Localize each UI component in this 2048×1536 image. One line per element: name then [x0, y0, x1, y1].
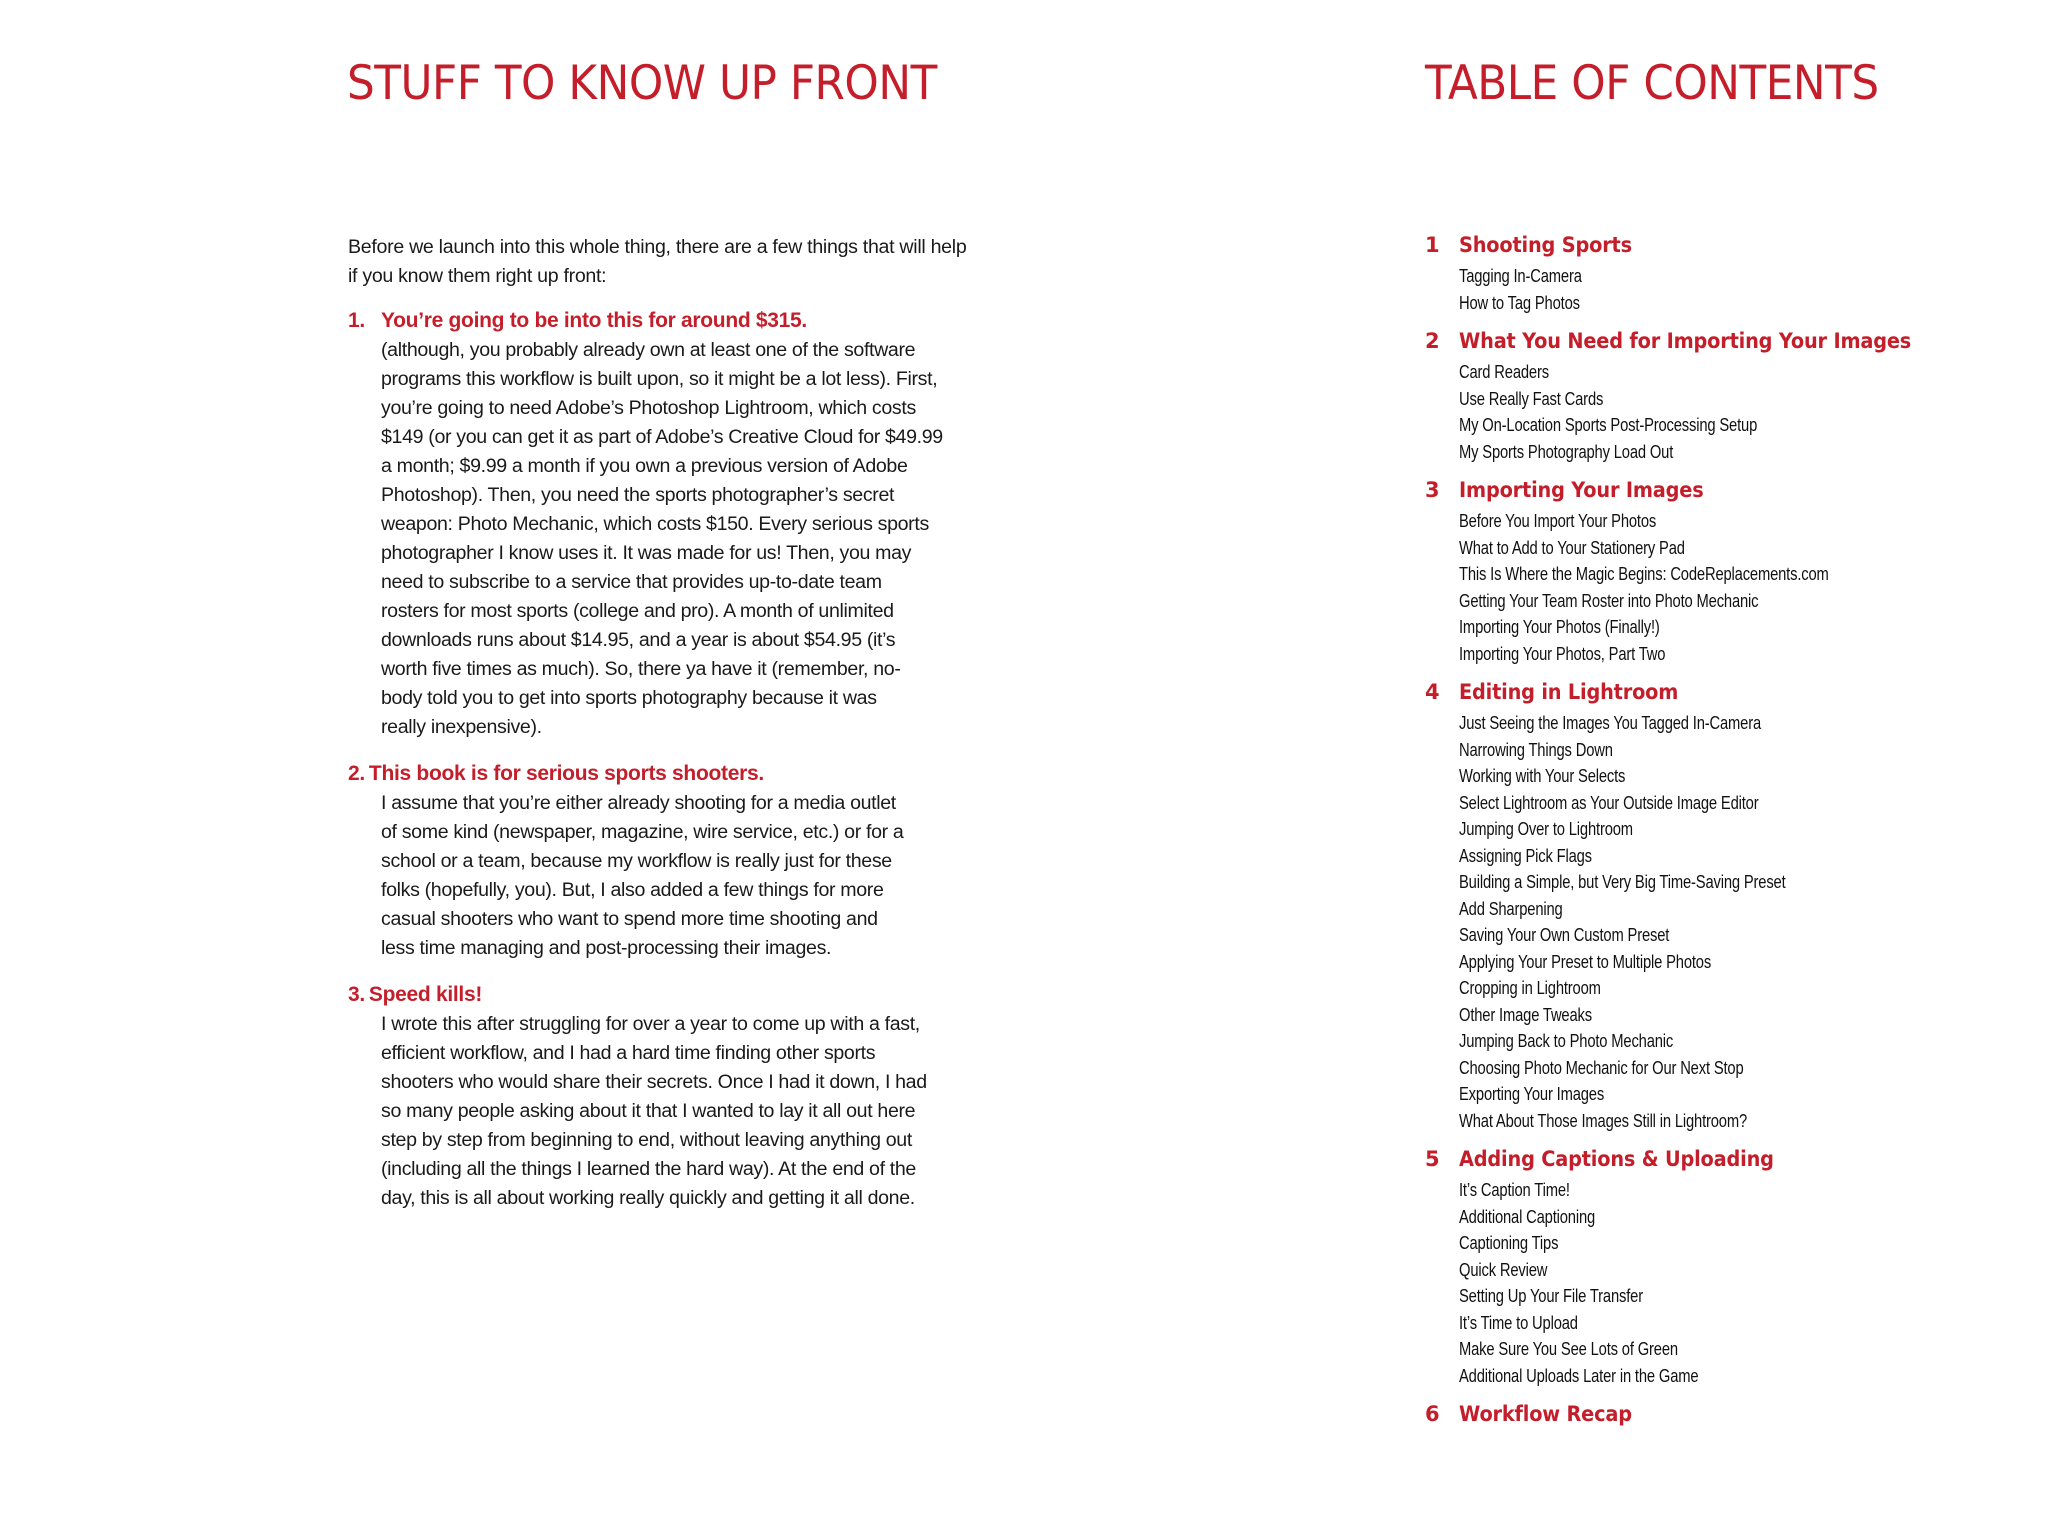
toc-section-list — [1425, 508, 2025, 667]
point-body-line: need to subscribe to a service that provides up-to-date team — [381, 571, 882, 593]
point-heading-text: This book is for serious sports shooters. — [368, 762, 764, 785]
point-body-line: efficient workflow, and I had a hard time finding other sports — [381, 1042, 876, 1064]
point-body-line: I wrote this after struggling for over a year to come up with a fast, — [381, 1013, 920, 1035]
point-body-line: (although, you probably already own at least one of the software — [381, 339, 916, 361]
toc-section-item[interactable]: My On-Location Sports Post-Processing Setup — [1459, 415, 1758, 435]
toc-section-item[interactable]: Assigning Pick Flags — [1459, 845, 1592, 866]
toc-chapter-title[interactable]: Editing in Lightroom — [1459, 680, 1679, 704]
point-number: 3. — [348, 983, 365, 1006]
point-body-line: casual shooters who want to spend more time shooting and — [381, 908, 878, 930]
point-body-line: rosters for most sports (college and pro). A month of unlimited — [381, 600, 894, 622]
page-title-stuff-to-know: STUFF TO KNOW UP FRONT — [347, 56, 937, 111]
point-body-line: $149 (or you can get it as part of Adobe’s Creative Cloud for $49.99 — [381, 426, 943, 448]
toc-chapter-heading[interactable] — [1425, 680, 2025, 710]
point-body-line: Photoshop). Then, you need the sports photographer’s secret — [381, 484, 895, 506]
point-body-line: downloads runs about $14.95, and a year is about $54.95 (it’s — [381, 629, 896, 651]
toc-section-item[interactable]: How to Tag Photos — [1459, 292, 1580, 313]
toc-section-item[interactable]: Choosing Photo Mechanic for Our Next Stop — [1459, 1057, 1744, 1078]
toc-chapter-number: 4 — [1425, 680, 1440, 704]
point-body-line: of some kind (newspaper, magazine, wire service, etc.) or for a — [381, 821, 904, 843]
point-item — [348, 759, 968, 963]
point-body-line: folks (hopefully, you). But, I also added a few things for more — [381, 879, 884, 901]
toc-chapter-heading[interactable] — [1425, 1402, 2025, 1432]
point-body-line: (including all the things I learned the hard way). At the end of the — [381, 1158, 916, 1180]
toc-section-item[interactable]: Select Lightroom as Your Outside Image Editor — [1459, 792, 1759, 813]
toc-chapter — [1425, 1147, 2025, 1389]
point-body — [381, 336, 968, 742]
point-body-line: less time managing and post-processing their images. — [381, 937, 832, 959]
toc-chapter-number: 1 — [1425, 233, 1440, 257]
toc-section-item[interactable]: Other Image Tweaks — [1459, 1004, 1592, 1025]
toc-chapter-number: 3 — [1425, 478, 1440, 502]
toc-chapter — [1425, 1402, 2025, 1432]
point-body-line: programs this workflow is built upon, so it might be a lot less). First, — [381, 368, 938, 390]
toc-chapter-title[interactable]: Shooting Sports — [1459, 233, 1632, 257]
toc-section-list — [1425, 359, 2025, 465]
point-body-line: a month; $9.99 a month if you own a previous version of Adobe — [381, 455, 908, 477]
toc-chapter-heading[interactable] — [1425, 329, 2025, 359]
points-list — [348, 306, 968, 1213]
toc-section-item[interactable]: Add Sharpening — [1459, 898, 1563, 919]
point-body — [381, 1010, 968, 1213]
toc-section-item[interactable]: Make Sure You See Lots of Green — [1459, 1339, 1678, 1359]
toc-section-item[interactable]: Tagging In-Camera — [1459, 266, 1582, 286]
toc-section-list — [1425, 1177, 2025, 1389]
toc-section-item[interactable]: Getting Your Team Roster into Photo Mechanic — [1459, 590, 1759, 611]
toc-section-item[interactable]: Applying Your Preset to Multiple Photos — [1459, 951, 1712, 972]
toc-section-item[interactable]: Setting Up Your File Transfer — [1459, 1286, 1643, 1306]
point-heading-text: You’re going to be into this for around $315. — [381, 309, 807, 332]
toc-section-item[interactable]: Use Really Fast Cards — [1459, 388, 1604, 409]
point-body-line: photographer I know uses it. It was made for us! Then, you may — [381, 542, 912, 564]
point-heading — [348, 980, 968, 1010]
point-body-line: shooters who would share their secrets. Once I had it down, I had — [381, 1071, 927, 1093]
point-body-line: you’re going to need Adobe’s Photoshop Lightroom, which costs — [381, 397, 916, 419]
toc-section-item[interactable]: What to Add to Your Stationery Pad — [1459, 537, 1685, 558]
page-title-table-of-contents: TABLE OF CONTENTS — [1425, 56, 1879, 111]
point-number: 1. — [348, 309, 365, 332]
intro-paragraph: Before we launch into this whole thing, there are a few things that will help if you know them right up front: — [348, 236, 967, 287]
toc-chapter — [1425, 680, 2025, 1134]
table-of-contents — [1425, 233, 2025, 1445]
point-body-line: body told you to get into sports photography because it was — [381, 687, 877, 709]
toc-section-item[interactable]: Importing Your Photos, Part Two — [1459, 643, 1666, 664]
toc-chapter-heading[interactable] — [1425, 1147, 2025, 1177]
toc-section-item[interactable]: It’s Time to Upload — [1459, 1312, 1578, 1333]
toc-section-item[interactable]: Jumping Back to Photo Mechanic — [1459, 1031, 1674, 1051]
toc-section-item[interactable]: Importing Your Photos (Finally!) — [1459, 617, 1660, 637]
toc-section-item[interactable]: Captioning Tips — [1459, 1233, 1559, 1253]
toc-section-item[interactable]: Saving Your Own Custom Preset — [1459, 925, 1670, 945]
toc-section-item[interactable]: Cropping in Lightroom — [1459, 978, 1601, 998]
toc-section-list — [1425, 263, 2025, 316]
point-body-line: school or a team, because my workflow is really just for these — [381, 850, 892, 872]
point-item — [348, 980, 968, 1213]
toc-section-item[interactable]: Jumping Over to Lightroom — [1459, 819, 1633, 839]
toc-chapter-heading[interactable] — [1425, 478, 2025, 508]
toc-chapter-title[interactable]: Workflow Recap — [1459, 1402, 1632, 1426]
toc-chapter-title[interactable]: Adding Captions & Uploading — [1459, 1147, 1774, 1171]
toc-chapter — [1425, 233, 2025, 316]
toc-chapter-number: 2 — [1425, 329, 1440, 353]
toc-section-item[interactable]: Building a Simple, but Very Big Time-Saving Preset — [1459, 872, 1786, 892]
intro-section — [348, 233, 968, 1230]
toc-chapter-heading[interactable] — [1425, 233, 2025, 263]
toc-chapter-title[interactable]: Importing Your Images — [1459, 478, 1704, 502]
point-body-line: so many people asking about it that I wanted to lay it all out here — [381, 1100, 916, 1122]
toc-section-item[interactable]: Before You Import Your Photos — [1459, 511, 1657, 531]
toc-section-item[interactable]: Quick Review — [1459, 1259, 1548, 1280]
point-item — [348, 306, 968, 742]
point-heading — [348, 759, 968, 789]
point-body-line: day, this is all about working really quickly and getting it all done. — [381, 1187, 915, 1209]
toc-section-item[interactable]: Narrowing Things Down — [1459, 739, 1613, 760]
toc-chapter-number: 5 — [1425, 1147, 1440, 1171]
point-body-line: really inexpensive). — [381, 716, 542, 738]
point-number: 2. — [348, 762, 365, 785]
toc-section-item[interactable]: Card Readers — [1459, 362, 1549, 382]
point-body-line: I assume that you’re either already shooting for a media outlet — [381, 792, 896, 814]
point-body-line: step by step from beginning to end, without leaving anything out — [381, 1129, 912, 1151]
toc-chapter-number: 6 — [1425, 1402, 1440, 1426]
point-body — [381, 789, 968, 963]
toc-section-list — [1425, 710, 2025, 1134]
toc-section-item[interactable]: It’s Caption Time! — [1459, 1180, 1570, 1200]
toc-section-item[interactable]: My Sports Photography Load Out — [1459, 441, 1674, 462]
point-heading-text: Speed kills! — [368, 983, 483, 1006]
point-body-line: weapon: Photo Mechanic, which costs $150. Every serious sports — [381, 513, 929, 535]
toc-section-item[interactable]: What About Those Images Still in Lightroom? — [1459, 1110, 1748, 1131]
toc-chapter-title[interactable]: What You Need for Importing Your Images — [1459, 329, 1912, 353]
toc-chapter — [1425, 478, 2025, 667]
point-body-line: worth five times as much). So, there ya have it (remember, no- — [381, 658, 901, 680]
toc-section-item[interactable]: Just Seeing the Images You Tagged In-Camera — [1459, 713, 1762, 733]
toc-section-item[interactable]: Additional Uploads Later in the Game — [1459, 1365, 1699, 1386]
toc-section-item[interactable]: Exporting Your Images — [1459, 1084, 1605, 1104]
toc-section-item[interactable]: This Is Where the Magic Begins: CodeReplacements.com — [1459, 564, 1829, 584]
toc-section-item[interactable]: Working with Your Selects — [1459, 766, 1626, 786]
toc-chapter — [1425, 329, 2025, 465]
toc-section-item[interactable]: Additional Captioning — [1459, 1206, 1596, 1227]
point-heading — [348, 306, 968, 336]
